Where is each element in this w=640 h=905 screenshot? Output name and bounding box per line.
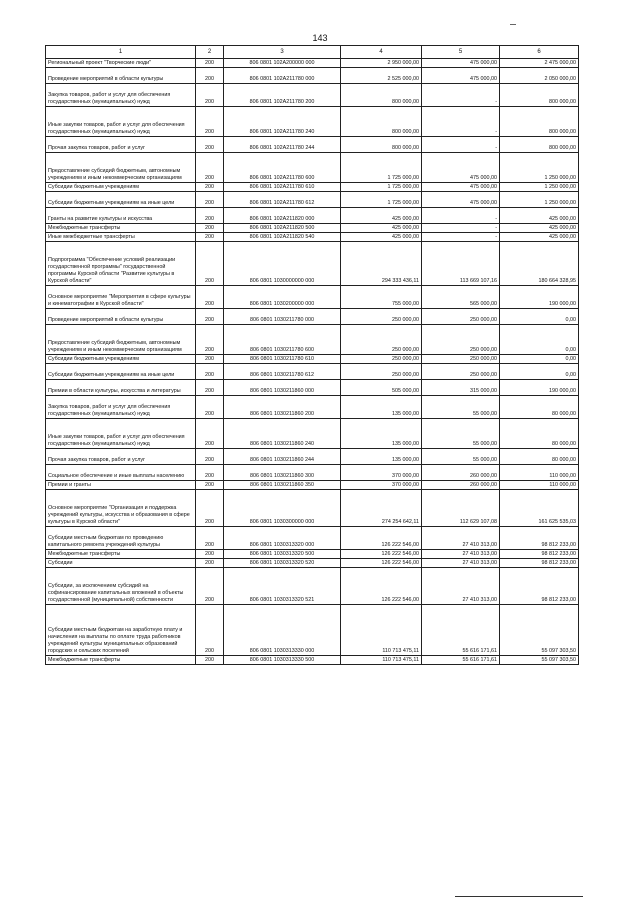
cell-kbk: 806 0801 102A211780 000 xyxy=(224,68,341,84)
cell-c6: 190 000,00 xyxy=(500,286,579,309)
cell-name: Субсидии бюджетным учреждениям на иные цели xyxy=(46,192,196,208)
cell-c4: 250 000,00 xyxy=(341,364,422,380)
cell-c4: 126 222 546,00 xyxy=(341,559,422,568)
cell-code: 200 xyxy=(196,137,224,153)
cell-c4: 135 000,00 xyxy=(341,449,422,465)
cell-c4: 800 000,00 xyxy=(341,84,422,107)
cell-code: 200 xyxy=(196,605,224,656)
cell-kbk: 806 0801 1030313330 500 xyxy=(224,656,341,665)
cell-kbk: 806 0801 1030000000 000 xyxy=(224,242,341,286)
cell-c5: - xyxy=(422,84,500,107)
cell-c6: 0,00 xyxy=(500,325,579,355)
column-header: 3 xyxy=(224,46,341,59)
cell-c6: 2 050 000,00 xyxy=(500,68,579,84)
cell-c6: 110 000,00 xyxy=(500,465,579,481)
cell-c5: 475 000,00 xyxy=(422,68,500,84)
table-row xyxy=(46,137,579,153)
cell-name: Подпрограмма "Обеспечение условий реализации государственной программы" государственной программы Курской области "Развитие культуры в Курской области" xyxy=(46,242,196,286)
cell-kbk: 806 0801 1030211860 000 xyxy=(224,380,341,396)
cell-c6: 800 000,00 xyxy=(500,107,579,137)
table-row xyxy=(46,380,579,396)
cell-c5: 475 000,00 xyxy=(422,183,500,192)
cell-c5: 27 410 313,00 xyxy=(422,550,500,559)
cell-c5: 55 616 171,61 xyxy=(422,605,500,656)
cell-c6: 800 000,00 xyxy=(500,84,579,107)
cell-name: Субсидии бюджетным учреждениям на иные цели xyxy=(46,364,196,380)
cell-c5: 250 000,00 xyxy=(422,325,500,355)
cell-name: Региональный проект "Творческие люди" xyxy=(46,59,196,68)
cell-code: 200 xyxy=(196,527,224,550)
table-row xyxy=(46,107,579,137)
cell-code: 200 xyxy=(196,153,224,183)
cell-c4: 135 000,00 xyxy=(341,419,422,449)
cell-c4: 425 000,00 xyxy=(341,224,422,233)
cell-name: Иные межбюджетные трансферты xyxy=(46,233,196,242)
table-row xyxy=(46,153,579,183)
cell-kbk: 806 0801 1030313320 520 xyxy=(224,559,341,568)
table-row xyxy=(46,208,579,224)
table-row xyxy=(46,364,579,380)
table-row xyxy=(46,550,579,559)
cell-kbk: 806 0801 102A211820 540 xyxy=(224,233,341,242)
cell-c4: 800 000,00 xyxy=(341,137,422,153)
cell-code: 200 xyxy=(196,550,224,559)
cell-code: 200 xyxy=(196,309,224,325)
cell-kbk: 806 0801 102A200000 000 xyxy=(224,59,341,68)
cell-kbk: 806 0801 1030211860 240 xyxy=(224,419,341,449)
cell-c4: 2 950 000,00 xyxy=(341,59,422,68)
cell-kbk: 806 0801 102A211820 000 xyxy=(224,208,341,224)
cell-kbk: 806 0801 102A211780 610 xyxy=(224,183,341,192)
column-header: 1 xyxy=(46,46,196,59)
cell-kbk: 806 0801 102A211780 200 xyxy=(224,84,341,107)
cell-name: Субсидии xyxy=(46,559,196,568)
cell-code: 200 xyxy=(196,481,224,490)
table-row xyxy=(46,183,579,192)
column-header: 6 xyxy=(500,46,579,59)
cell-c5: - xyxy=(422,137,500,153)
cell-c4: 425 000,00 xyxy=(341,208,422,224)
cell-c6: 98 812 233,00 xyxy=(500,527,579,550)
cell-name: Социальное обеспечение и иные выплаты населению xyxy=(46,465,196,481)
cell-c5: 250 000,00 xyxy=(422,364,500,380)
cell-name: Проведение мероприятий в области культуры xyxy=(46,309,196,325)
cell-c5: 315 000,00 xyxy=(422,380,500,396)
cell-c5: 113 669 107,16 xyxy=(422,242,500,286)
cell-code: 200 xyxy=(196,325,224,355)
cell-kbk: 806 0801 1030211860 200 xyxy=(224,396,341,419)
cell-c5: 55 616 171,61 xyxy=(422,656,500,665)
header-row xyxy=(46,46,579,59)
cell-code: 200 xyxy=(196,84,224,107)
cell-c4: 250 000,00 xyxy=(341,309,422,325)
cell-name: Премии в области культуры, искусства и литературы xyxy=(46,380,196,396)
cell-c5: - xyxy=(422,233,500,242)
cell-c5: 55 000,00 xyxy=(422,449,500,465)
cell-name: Иные закупки товаров, работ и услуг для обеспечения государственных (муниципальных) нужд xyxy=(46,107,196,137)
cell-c6: 1 250 000,00 xyxy=(500,183,579,192)
cell-code: 200 xyxy=(196,242,224,286)
column-header: 5 xyxy=(422,46,500,59)
cell-c5: - xyxy=(422,208,500,224)
table-row xyxy=(46,68,579,84)
cell-c4: 126 222 546,00 xyxy=(341,568,422,605)
cell-c6: 161 625 535,03 xyxy=(500,490,579,527)
cell-c6: 80 000,00 xyxy=(500,419,579,449)
cell-c4: 135 000,00 xyxy=(341,396,422,419)
cell-kbk: 806 0801 1030313330 000 xyxy=(224,605,341,656)
cell-code: 200 xyxy=(196,559,224,568)
table-row xyxy=(46,605,579,656)
cell-c5: 27 410 313,00 xyxy=(422,527,500,550)
corner-mark xyxy=(510,24,516,25)
cell-kbk: 806 0801 102A211780 240 xyxy=(224,107,341,137)
cell-c4: 110 713 475,11 xyxy=(341,605,422,656)
cell-c6: 180 664 328,95 xyxy=(500,242,579,286)
cell-code: 200 xyxy=(196,364,224,380)
cell-c4: 250 000,00 xyxy=(341,325,422,355)
cell-name: Иные закупки товаров, работ и услуг для обеспечения государственных (муниципальных) нужд xyxy=(46,419,196,449)
cell-c4: 1 725 000,00 xyxy=(341,183,422,192)
cell-c5: 475 000,00 xyxy=(422,153,500,183)
cell-c5: - xyxy=(422,224,500,233)
cell-name: Закупка товаров, работ и услуг для обеспечения государственных (муниципальных) нужд xyxy=(46,84,196,107)
cell-code: 200 xyxy=(196,449,224,465)
cell-code: 200 xyxy=(196,183,224,192)
cell-name: Предоставление субсидий бюджетным, автономным учреждениям и иным некоммерческим организациям xyxy=(46,153,196,183)
cell-kbk: 806 0801 1030211780 612 xyxy=(224,364,341,380)
table-row xyxy=(46,481,579,490)
cell-name: Прочая закупка товаров, работ и услуг xyxy=(46,449,196,465)
cell-kbk: 806 0801 1030200000 000 xyxy=(224,286,341,309)
table-row xyxy=(46,449,579,465)
cell-name: Основное мероприятие "Организация и поддержка учреждений культуры, искусства и образования в сфере культуры в Курской области" xyxy=(46,490,196,527)
cell-c6: 98 812 233,00 xyxy=(500,550,579,559)
table-row xyxy=(46,84,579,107)
cell-c6: 98 812 233,00 xyxy=(500,568,579,605)
cell-kbk: 806 0801 102A211780 600 xyxy=(224,153,341,183)
cell-kbk: 806 0801 1030211860 350 xyxy=(224,481,341,490)
cell-c4: 505 000,00 xyxy=(341,380,422,396)
cell-c5: - xyxy=(422,107,500,137)
cell-c6: 425 000,00 xyxy=(500,233,579,242)
table-row xyxy=(46,396,579,419)
cell-c6: 110 000,00 xyxy=(500,481,579,490)
table-row xyxy=(46,559,579,568)
cell-name: Закупка товаров, работ и услуг для обеспечения государственных (муниципальных) нужд xyxy=(46,396,196,419)
cell-c5: 27 410 313,00 xyxy=(422,568,500,605)
cell-c5: 260 000,00 xyxy=(422,465,500,481)
table-row xyxy=(46,309,579,325)
cell-name: Субсидии, за исключением субсидий на софинансирование капитальных вложений в объекты государственной (муниципальной) собственности xyxy=(46,568,196,605)
cell-code: 200 xyxy=(196,396,224,419)
cell-kbk: 806 0801 102A211820 500 xyxy=(224,224,341,233)
cell-kbk: 806 0801 1030313320 500 xyxy=(224,550,341,559)
cell-code: 200 xyxy=(196,286,224,309)
cell-c6: 0,00 xyxy=(500,309,579,325)
cell-c6: 2 475 000,00 xyxy=(500,59,579,68)
cell-c4: 425 000,00 xyxy=(341,233,422,242)
table-row xyxy=(46,192,579,208)
cell-name: Проведение мероприятий в области культуры xyxy=(46,68,196,84)
cell-kbk: 806 0801 1030300000 000 xyxy=(224,490,341,527)
cell-code: 200 xyxy=(196,380,224,396)
cell-code: 200 xyxy=(196,419,224,449)
cell-name: Межбюджетные трансферты xyxy=(46,550,196,559)
table-row xyxy=(46,233,579,242)
cell-c5: 250 000,00 xyxy=(422,309,500,325)
cell-name: Субсидии местным бюджетам на заработную плату и начисления на выплаты по оплате труда работников учреждений культуры муниципальных образований городских и сельских поселений xyxy=(46,605,196,656)
cell-c5: 250 000,00 xyxy=(422,355,500,364)
cell-code: 200 xyxy=(196,208,224,224)
table-row xyxy=(46,568,579,605)
cell-c6: 80 000,00 xyxy=(500,449,579,465)
cell-c4: 126 222 546,00 xyxy=(341,550,422,559)
cell-c4: 800 000,00 xyxy=(341,107,422,137)
cell-c5: 55 000,00 xyxy=(422,419,500,449)
cell-code: 200 xyxy=(196,59,224,68)
footer-rule xyxy=(455,896,583,897)
cell-c6: 55 097 303,50 xyxy=(500,656,579,665)
column-header: 2 xyxy=(196,46,224,59)
page-number: 143 xyxy=(312,33,328,43)
column-header: 4 xyxy=(341,46,422,59)
cell-c6: 425 000,00 xyxy=(500,224,579,233)
cell-c4: 1 725 000,00 xyxy=(341,192,422,208)
cell-c4: 274 254 642,11 xyxy=(341,490,422,527)
table-row xyxy=(46,59,579,68)
cell-c4: 370 000,00 xyxy=(341,481,422,490)
table-row xyxy=(46,224,579,233)
cell-c6: 1 250 000,00 xyxy=(500,153,579,183)
cell-code: 200 xyxy=(196,465,224,481)
cell-c6: 425 000,00 xyxy=(500,208,579,224)
cell-kbk: 806 0801 1030211780 600 xyxy=(224,325,341,355)
cell-c4: 110 713 475,11 xyxy=(341,656,422,665)
cell-kbk: 806 0801 1030313320 521 xyxy=(224,568,341,605)
cell-name: Субсидии бюджетным учреждениям xyxy=(46,183,196,192)
cell-c5: 112 629 107,08 xyxy=(422,490,500,527)
cell-code: 200 xyxy=(196,355,224,364)
cell-c5: 475 000,00 xyxy=(422,192,500,208)
table-row xyxy=(46,527,579,550)
cell-code: 200 xyxy=(196,107,224,137)
cell-kbk: 806 0801 1030211860 244 xyxy=(224,449,341,465)
cell-name: Премии и гранты xyxy=(46,481,196,490)
cell-code: 200 xyxy=(196,224,224,233)
table-body xyxy=(46,59,579,665)
cell-name: Гранты на развитие культуры и искусства xyxy=(46,208,196,224)
cell-c4: 2 525 000,00 xyxy=(341,68,422,84)
cell-code: 200 xyxy=(196,568,224,605)
table-row xyxy=(46,419,579,449)
cell-kbk: 806 0801 1030211780 610 xyxy=(224,355,341,364)
cell-c6: 80 000,00 xyxy=(500,396,579,419)
cell-c6: 0,00 xyxy=(500,355,579,364)
table-row xyxy=(46,355,579,364)
cell-c6: 190 000,00 xyxy=(500,380,579,396)
table-row xyxy=(46,242,579,286)
cell-name: Межбюджетные трансферты xyxy=(46,656,196,665)
cell-c6: 0,00 xyxy=(500,364,579,380)
cell-name: Субсидии местным бюджетам по проведению капитального ремонта учреждений культуры xyxy=(46,527,196,550)
cell-code: 200 xyxy=(196,656,224,665)
cell-name: Субсидии бюджетным учреждениям xyxy=(46,355,196,364)
cell-kbk: 806 0801 102A211780 612 xyxy=(224,192,341,208)
cell-c4: 250 000,00 xyxy=(341,355,422,364)
cell-kbk: 806 0801 1030211860 300 xyxy=(224,465,341,481)
cell-c5: 565 000,00 xyxy=(422,286,500,309)
cell-c4: 294 333 436,11 xyxy=(341,242,422,286)
cell-code: 200 xyxy=(196,490,224,527)
cell-name: Предоставление субсидий бюджетным, автономным учреждениям и иным некоммерческим организациям xyxy=(46,325,196,355)
cell-c6: 800 000,00 xyxy=(500,137,579,153)
table-row xyxy=(46,490,579,527)
cell-kbk: 806 0801 1030313320 000 xyxy=(224,527,341,550)
table-row xyxy=(46,325,579,355)
cell-c5: 260 000,00 xyxy=(422,481,500,490)
cell-c5: 475 000,00 xyxy=(422,59,500,68)
cell-name: Основное мероприятие "Мероприятия в сфере культуры и кинематографии в Курской области" xyxy=(46,286,196,309)
cell-code: 200 xyxy=(196,192,224,208)
cell-c6: 98 812 233,00 xyxy=(500,559,579,568)
cell-c5: 55 000,00 xyxy=(422,396,500,419)
table-row xyxy=(46,656,579,665)
budget-table xyxy=(45,45,579,665)
cell-name: Межбюджетные трансферты xyxy=(46,224,196,233)
table-row xyxy=(46,286,579,309)
cell-c4: 126 222 546,00 xyxy=(341,527,422,550)
cell-c6: 55 097 303,50 xyxy=(500,605,579,656)
cell-name: Прочая закупка товаров, работ и услуг xyxy=(46,137,196,153)
cell-c4: 1 725 000,00 xyxy=(341,153,422,183)
cell-kbk: 806 0801 1030211780 000 xyxy=(224,309,341,325)
cell-c4: 755 000,00 xyxy=(341,286,422,309)
table-row xyxy=(46,465,579,481)
cell-code: 200 xyxy=(196,68,224,84)
cell-kbk: 806 0801 102A211780 244 xyxy=(224,137,341,153)
cell-code: 200 xyxy=(196,233,224,242)
cell-c4: 370 000,00 xyxy=(341,465,422,481)
cell-c5: 27 410 313,00 xyxy=(422,559,500,568)
cell-c6: 1 250 000,00 xyxy=(500,192,579,208)
